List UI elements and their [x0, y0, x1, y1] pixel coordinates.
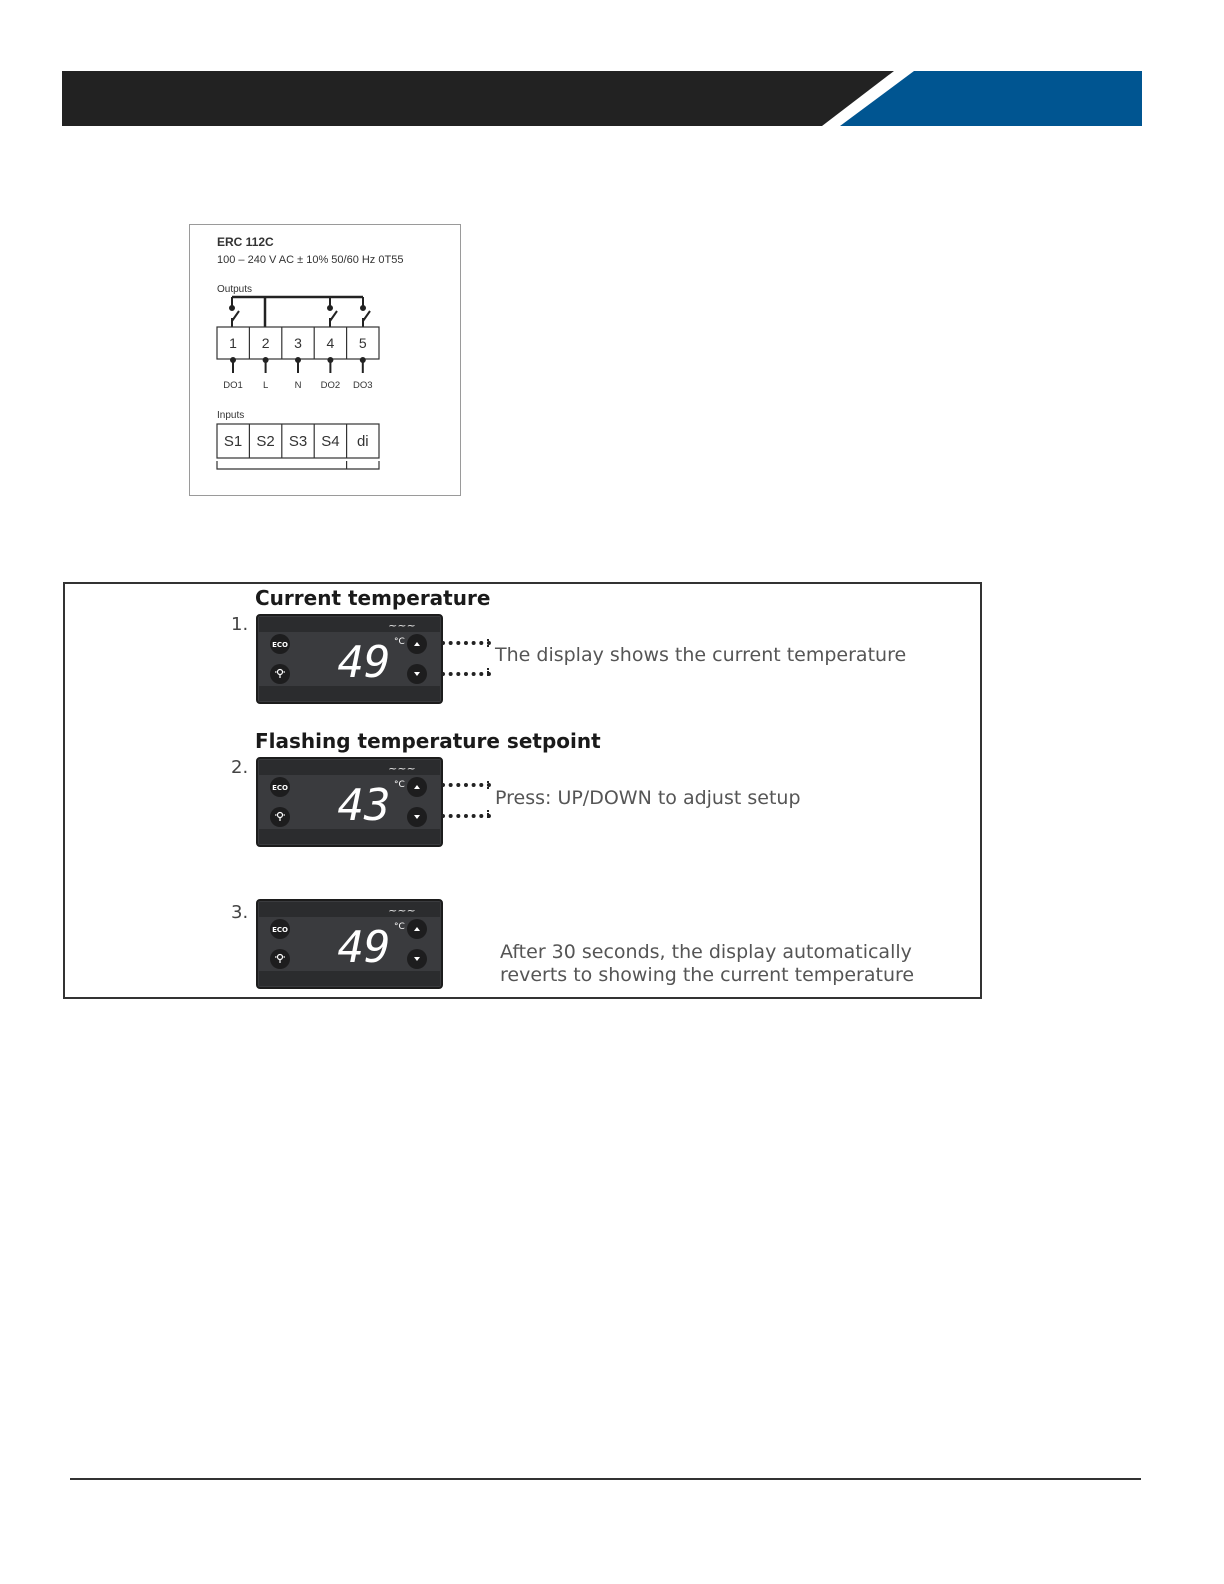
svg-text:~~~: ~~~ [388, 904, 416, 917]
svg-text:~~~: ~~~ [388, 762, 416, 775]
footer-rule [70, 1478, 1141, 1480]
input-s4: S4 [321, 433, 340, 450]
terminal-name-do3: DO3 [353, 380, 373, 391]
up-button[interactable] [407, 634, 427, 654]
header-band [62, 71, 1142, 126]
controller-display-2 [256, 757, 443, 847]
eco-button[interactable] [270, 634, 290, 654]
input-s1: S1 [223, 433, 243, 450]
input-s2: S2 [256, 433, 275, 450]
terminal-5: 5 [358, 335, 367, 351]
step-3-description-line-1: After 30 seconds, the display automatically [500, 941, 912, 963]
eco-button[interactable] [270, 777, 290, 797]
controller-display-3 [256, 899, 443, 989]
temperature-unit: °C [394, 922, 405, 932]
temperature-reading: 49 [337, 637, 391, 688]
down-button[interactable] [407, 807, 427, 827]
step-1-description: The display shows the current temperature [495, 644, 907, 666]
terminal-name-l: L [262, 380, 269, 391]
inputs-label: Inputs [217, 410, 245, 421]
terminal-3: 3 [294, 335, 302, 351]
spec-label: 100 – 240 V AC ± 10% 50/60 Hz 0T55 [217, 254, 404, 266]
eco-label: ECO [272, 641, 288, 649]
display-steps-panel [63, 582, 982, 999]
terminal-4: 4 [326, 335, 335, 351]
terminal-name-n: N [294, 380, 302, 391]
light-button[interactable] [270, 664, 290, 684]
down-button[interactable] [407, 949, 427, 969]
outputs-label: Outputs [217, 284, 253, 295]
light-button[interactable] [270, 807, 290, 827]
terminal-name-do1: DO1 [223, 380, 243, 391]
step-2-description: Press: UP/DOWN to adjust setup [495, 787, 801, 809]
light-button[interactable] [270, 949, 290, 969]
step-2-number: 2. [231, 757, 249, 778]
controller-display-1 [256, 614, 443, 704]
terminal-2: 2 [261, 335, 270, 351]
step-1-number: 1. [231, 614, 249, 635]
temperature-unit: °C [394, 780, 405, 790]
eco-button[interactable] [270, 919, 290, 939]
step-1-title: Current temperature [255, 586, 491, 610]
temperature-unit: °C [394, 637, 405, 647]
temperature-reading: 49 [337, 922, 391, 973]
wiring-diagram [189, 224, 461, 496]
model-label: ERC 112C [217, 235, 274, 249]
terminal-name-do2: DO2 [320, 380, 341, 391]
step-3-description-line-2: reverts to showing the current temperature [500, 964, 915, 986]
temperature-reading: 43 [337, 780, 391, 831]
up-button[interactable] [407, 777, 427, 797]
terminal-1: 1 [229, 335, 237, 351]
down-button[interactable] [407, 664, 427, 684]
eco-label: ECO [272, 784, 288, 792]
input-s3: S3 [288, 433, 308, 450]
up-button[interactable] [407, 919, 427, 939]
step-2-title: Flashing temperature setpoint [255, 729, 601, 753]
step-3-number: 3. [231, 902, 249, 923]
eco-label: ECO [272, 926, 288, 934]
svg-text:~~~: ~~~ [388, 619, 416, 632]
input-di: di [356, 433, 369, 450]
